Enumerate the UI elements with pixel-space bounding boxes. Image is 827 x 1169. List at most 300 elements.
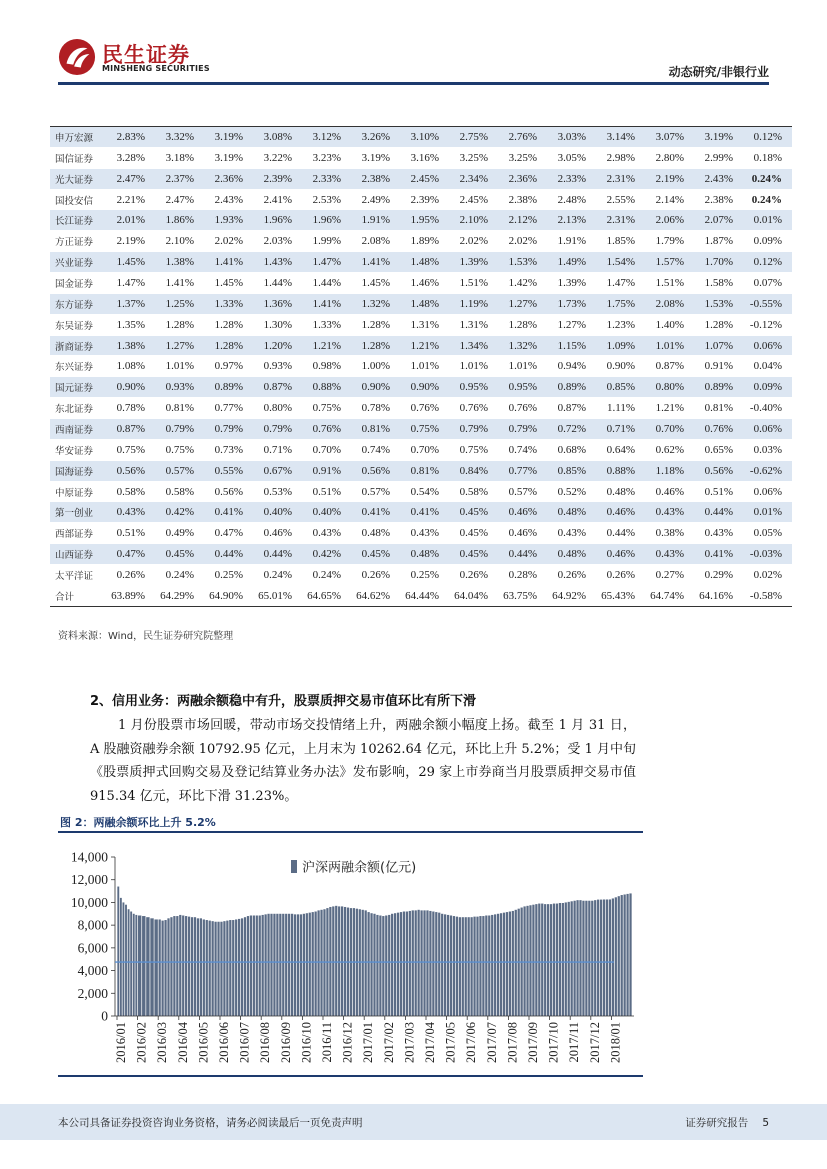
data-bar	[232, 920, 234, 1016]
share-cell: 3.03%	[547, 127, 596, 148]
share-cell: 0.76%	[498, 398, 547, 419]
data-bar	[288, 914, 290, 1016]
data-bar	[167, 918, 169, 1016]
share-cell: 0.44%	[498, 544, 547, 565]
share-cell: 2.36%	[204, 168, 253, 189]
share-cell: 0.95%	[449, 377, 498, 398]
data-bar	[159, 919, 161, 1016]
data-bar	[388, 915, 390, 1016]
share-cell: 0.26%	[351, 565, 400, 586]
share-cell: 0.47%	[106, 544, 155, 565]
share-cell: 2.12%	[498, 210, 547, 231]
share-cell: 1.31%	[449, 314, 498, 335]
footer-report-label: 证券研究报告	[685, 1117, 749, 1129]
share-cell: 1.38%	[155, 252, 204, 273]
data-bar	[503, 913, 505, 1016]
share-cell: 0.43%	[400, 523, 449, 544]
share-cell: 0.48%	[547, 544, 596, 565]
data-bar	[185, 916, 187, 1016]
data-bar	[479, 916, 481, 1016]
change-cell: 0.03%	[743, 439, 792, 460]
table-row	[50, 293, 792, 314]
data-bar	[332, 906, 334, 1016]
data-bar	[317, 910, 319, 1016]
share-cell: 1.45%	[351, 273, 400, 294]
share-cell: 0.85%	[547, 460, 596, 481]
change-cell: -0.12%	[743, 314, 792, 335]
data-bar	[212, 921, 214, 1016]
share-cell: 1.44%	[253, 273, 302, 294]
data-bar	[206, 920, 208, 1016]
x-tick-label: 2017/06	[464, 1022, 479, 1063]
share-cell: 0.46%	[498, 523, 547, 544]
data-bar	[176, 916, 178, 1016]
data-bar	[606, 899, 608, 1016]
change-cell: 0.01%	[743, 210, 792, 231]
share-cell: 0.28%	[498, 565, 547, 586]
share-cell: 0.98%	[302, 356, 351, 377]
share-cell: 1.30%	[253, 314, 302, 335]
data-bar	[291, 914, 293, 1016]
share-cell: 0.56%	[106, 460, 155, 481]
broker-name-cell: 合计	[50, 585, 106, 606]
share-cell: 1.28%	[155, 314, 204, 335]
share-cell: 0.78%	[106, 398, 155, 419]
data-bar	[120, 898, 122, 1016]
data-bar	[538, 904, 540, 1016]
data-bar	[161, 921, 163, 1016]
share-cell: 0.87%	[106, 419, 155, 440]
change-cell: 0.12%	[743, 127, 792, 148]
share-cell: 3.19%	[204, 147, 253, 168]
share-cell: 0.24%	[253, 565, 302, 586]
share-cell: 2.21%	[106, 189, 155, 210]
share-cell: 0.43%	[302, 523, 351, 544]
share-cell: 0.58%	[106, 481, 155, 502]
share-cell: 2.38%	[694, 189, 743, 210]
table-row	[50, 189, 792, 210]
share-cell: 1.93%	[204, 210, 253, 231]
share-cell: 0.43%	[106, 502, 155, 523]
share-cell: 0.51%	[106, 523, 155, 544]
share-cell: 2.47%	[106, 168, 155, 189]
share-cell: 0.81%	[400, 460, 449, 481]
share-cell: 0.25%	[400, 565, 449, 586]
share-cell: 1.79%	[645, 231, 694, 252]
y-tick-label: 10,000	[70, 894, 108, 910]
data-bar	[515, 910, 517, 1016]
share-cell: 0.24%	[155, 565, 204, 586]
share-cell: 1.11%	[596, 398, 645, 419]
data-bar	[367, 912, 369, 1016]
table-row	[50, 523, 792, 544]
share-cell: 1.08%	[106, 356, 155, 377]
table-row	[50, 168, 792, 189]
share-cell: 1.91%	[547, 231, 596, 252]
table-row	[50, 127, 792, 148]
share-cell: 0.89%	[694, 377, 743, 398]
share-cell: 0.26%	[449, 565, 498, 586]
broker-share-table	[50, 126, 792, 607]
share-cell: 2.33%	[547, 168, 596, 189]
data-bar	[273, 914, 275, 1016]
share-cell: 0.75%	[302, 398, 351, 419]
data-bar	[435, 912, 437, 1016]
share-cell: 3.19%	[204, 127, 253, 148]
x-tick-label: 2016/12	[340, 1022, 355, 1063]
share-cell: 0.68%	[547, 439, 596, 460]
share-cell: 0.53%	[253, 481, 302, 502]
data-bar	[182, 915, 184, 1016]
share-cell: 3.07%	[645, 127, 694, 148]
share-cell: 3.19%	[694, 127, 743, 148]
header-divider	[58, 82, 769, 85]
broker-name-cell: 西部证券	[50, 523, 106, 544]
share-cell: 0.75%	[155, 439, 204, 460]
data-bar	[615, 897, 617, 1016]
share-cell: 0.51%	[694, 481, 743, 502]
share-cell: 2.98%	[596, 147, 645, 168]
data-bar	[550, 904, 552, 1016]
share-cell: 2.80%	[645, 147, 694, 168]
share-cell: 64.90%	[204, 585, 253, 606]
section-title: 2、信用业务：两融余额稳中有升，股票质押交易市值环比有所下滑	[90, 694, 477, 709]
share-cell: 0.70%	[302, 439, 351, 460]
share-cell: 2.14%	[645, 189, 694, 210]
share-cell: 0.89%	[547, 377, 596, 398]
share-cell: 0.43%	[645, 544, 694, 565]
share-cell: 2.99%	[694, 147, 743, 168]
share-cell: 1.86%	[155, 210, 204, 231]
data-bar	[191, 917, 193, 1016]
change-cell: 0.09%	[743, 231, 792, 252]
data-bar	[335, 906, 337, 1016]
change-cell: 0.06%	[743, 335, 792, 356]
share-cell: 0.25%	[204, 565, 253, 586]
share-cell: 1.87%	[694, 231, 743, 252]
data-bar	[259, 915, 261, 1016]
broker-name-cell: 国金证券	[50, 273, 106, 294]
footer-disclaimer: 本公司具备证券投资咨询业务资格，请务必阅读最后一页免责声明	[58, 1117, 363, 1129]
share-cell: 1.01%	[155, 356, 204, 377]
data-bar	[573, 901, 575, 1016]
data-bar	[282, 914, 284, 1016]
data-bar	[264, 914, 266, 1016]
data-bar	[512, 911, 514, 1016]
share-cell: 0.62%	[645, 439, 694, 460]
share-cell: 2.48%	[547, 189, 596, 210]
data-bar	[217, 922, 219, 1016]
share-cell: 0.81%	[351, 419, 400, 440]
share-cell: 0.85%	[596, 377, 645, 398]
data-bar	[532, 905, 534, 1016]
data-bar	[529, 905, 531, 1016]
change-cell: -0.58%	[743, 585, 792, 606]
share-cell: 1.47%	[106, 273, 155, 294]
broker-name-cell: 东兴证券	[50, 356, 106, 377]
data-bar	[621, 895, 623, 1016]
margin-balance-chart	[58, 837, 643, 1073]
share-cell: 2.08%	[351, 231, 400, 252]
share-cell: 1.01%	[645, 335, 694, 356]
share-cell: 1.27%	[498, 293, 547, 314]
share-cell: 1.23%	[596, 314, 645, 335]
share-cell: 0.48%	[400, 544, 449, 565]
share-cell: 0.80%	[645, 377, 694, 398]
table-row	[50, 460, 792, 481]
x-tick-label: 2017/09	[526, 1022, 540, 1063]
share-cell: 0.45%	[449, 544, 498, 565]
share-cell: 1.42%	[498, 273, 547, 294]
data-bar	[576, 900, 578, 1016]
share-cell: 0.95%	[498, 377, 547, 398]
share-cell: 0.57%	[498, 481, 547, 502]
data-bar	[300, 914, 302, 1016]
table-row	[50, 147, 792, 168]
share-cell: 2.34%	[449, 168, 498, 189]
page-number: 5	[762, 1117, 769, 1129]
share-cell: 3.23%	[302, 147, 351, 168]
share-cell: 0.26%	[106, 565, 155, 586]
share-cell: 0.90%	[351, 377, 400, 398]
share-cell: 65.43%	[596, 585, 645, 606]
share-cell: 2.45%	[400, 168, 449, 189]
share-cell: 1.58%	[694, 273, 743, 294]
y-tick-label: 4,000	[77, 963, 108, 979]
x-tick-label: 2017/11	[567, 1022, 582, 1063]
share-cell: 1.28%	[694, 314, 743, 335]
share-cell: 0.90%	[106, 377, 155, 398]
x-tick-label: 2017/02	[381, 1022, 396, 1063]
change-cell: -0.62%	[743, 460, 792, 481]
share-cell: 0.54%	[400, 481, 449, 502]
data-bar	[238, 919, 240, 1016]
data-bar	[138, 915, 141, 1016]
data-bar	[544, 904, 546, 1016]
share-cell: 1.46%	[400, 273, 449, 294]
share-cell: 0.93%	[253, 356, 302, 377]
data-bar	[629, 893, 631, 1016]
share-cell: 0.55%	[204, 460, 253, 481]
share-cell: 2.33%	[302, 168, 351, 189]
share-cell: 0.79%	[498, 419, 547, 440]
share-cell: 0.48%	[547, 502, 596, 523]
data-bar	[482, 916, 484, 1016]
share-cell: 1.99%	[302, 231, 351, 252]
x-tick-label: 2017/10	[546, 1022, 561, 1063]
broker-name-cell: 太平洋证	[50, 565, 106, 586]
share-cell: 2.83%	[106, 127, 155, 148]
share-cell: 1.44%	[302, 273, 351, 294]
share-cell: 1.27%	[547, 314, 596, 335]
share-cell: 0.90%	[596, 356, 645, 377]
data-bar	[209, 921, 211, 1016]
share-cell: 1.57%	[645, 252, 694, 273]
share-cell: 2.19%	[645, 168, 694, 189]
share-cell: 0.45%	[351, 544, 400, 565]
data-bar	[338, 906, 340, 1016]
share-cell: 1.47%	[302, 252, 351, 273]
share-cell: 64.44%	[400, 585, 449, 606]
share-cell: 0.42%	[302, 544, 351, 565]
share-cell: 1.28%	[204, 314, 253, 335]
table-row	[50, 419, 792, 440]
share-cell: 1.48%	[400, 252, 449, 273]
table-row	[50, 502, 792, 523]
x-tick-label: 2017/04	[423, 1022, 437, 1063]
data-bar	[415, 910, 417, 1016]
share-cell: 1.43%	[253, 252, 302, 273]
data-bar	[253, 915, 255, 1016]
share-cell: 2.37%	[155, 168, 204, 189]
share-cell: 1.51%	[449, 273, 498, 294]
share-cell: 3.05%	[547, 147, 596, 168]
change-cell: 0.18%	[743, 147, 792, 168]
share-cell: 1.41%	[351, 252, 400, 273]
data-bar	[223, 921, 225, 1016]
share-cell: 1.45%	[106, 252, 155, 273]
data-bar	[420, 910, 422, 1016]
paragraph-text: 1 月份股票市场回暖，带动市场交投情绪上升，两融余额小幅度上扬。截至 1 月 31 日，A 股融资融券余额 10792.95 亿元，上月末为 10262.64 亿元，环比上升 5.2%；受 1 月中旬《股票质押式回购交易及登记结算业务办法》发布影响，29 家上市券商当月股票质押交易市值 915.34 亿元，环比下滑 31.23%。	[90, 718, 636, 804]
share-cell: 0.46%	[253, 523, 302, 544]
data-bar	[379, 915, 381, 1016]
share-cell: 0.72%	[547, 419, 596, 440]
data-bar	[123, 902, 125, 1016]
data-bar	[250, 915, 252, 1016]
table-row	[50, 544, 792, 565]
table-row	[50, 565, 792, 586]
data-bar	[468, 917, 470, 1016]
share-cell: 2.36%	[498, 168, 547, 189]
share-cell: 2.43%	[694, 168, 743, 189]
share-cell: 1.89%	[400, 231, 449, 252]
x-tick-label: 2016/05	[196, 1022, 211, 1063]
share-cell: 1.48%	[400, 293, 449, 314]
data-bar	[459, 917, 461, 1016]
share-cell: 0.41%	[204, 502, 253, 523]
share-cell: 64.74%	[645, 585, 694, 606]
share-cell: 1.39%	[547, 273, 596, 294]
broker-name-cell: 中原证券	[50, 481, 106, 502]
share-cell: 3.18%	[155, 147, 204, 168]
logo-chinese-text: 民生证券	[102, 43, 190, 67]
share-cell: 1.01%	[498, 356, 547, 377]
data-bar	[400, 912, 402, 1016]
share-cell: 1.28%	[204, 335, 253, 356]
data-bar	[412, 910, 414, 1016]
share-cell: 0.94%	[547, 356, 596, 377]
share-cell: 0.43%	[547, 523, 596, 544]
data-bar	[385, 915, 387, 1016]
data-bar	[173, 916, 175, 1016]
share-cell: 0.81%	[155, 398, 204, 419]
share-cell: 0.67%	[253, 460, 302, 481]
share-cell: 1.07%	[694, 335, 743, 356]
data-bar	[426, 910, 428, 1016]
data-bar	[376, 915, 378, 1016]
table-row	[50, 252, 792, 273]
x-tick-label: 2017/07	[484, 1022, 499, 1063]
share-cell: 2.02%	[204, 231, 253, 252]
share-cell: 1.28%	[498, 314, 547, 335]
y-tick-label: 8,000	[77, 917, 108, 933]
data-bar	[312, 912, 314, 1016]
data-bar	[382, 916, 384, 1016]
share-cell: 2.43%	[204, 189, 253, 210]
data-bar	[450, 915, 452, 1016]
x-tick-label: 2016/04	[175, 1022, 190, 1063]
share-cell: 2.13%	[547, 210, 596, 231]
data-bar	[130, 912, 132, 1016]
x-tick-label: 2016/09	[278, 1022, 293, 1063]
share-cell: 0.70%	[400, 439, 449, 460]
share-cell: 2.45%	[449, 189, 498, 210]
data-bar	[476, 917, 478, 1016]
share-cell: 1.85%	[596, 231, 645, 252]
data-bar	[247, 916, 249, 1016]
y-tick-label: 12,000	[70, 872, 108, 888]
logo-mark-icon	[58, 38, 96, 76]
share-cell: 0.44%	[204, 544, 253, 565]
data-bar	[365, 910, 367, 1016]
data-bar	[559, 903, 561, 1016]
share-cell: 0.65%	[694, 439, 743, 460]
share-cell: 1.33%	[204, 293, 253, 314]
share-cell: 0.89%	[204, 377, 253, 398]
share-cell: 0.75%	[106, 439, 155, 460]
share-cell: 0.57%	[155, 460, 204, 481]
share-cell: 0.44%	[694, 502, 743, 523]
share-cell: 3.26%	[351, 127, 400, 148]
broker-name-cell: 国投安信	[50, 189, 106, 210]
share-cell: 1.01%	[449, 356, 498, 377]
share-cell: 0.24%	[302, 565, 351, 586]
share-cell: 0.56%	[694, 460, 743, 481]
share-cell: 3.25%	[449, 147, 498, 168]
table-row	[50, 335, 792, 356]
data-bar	[229, 920, 231, 1016]
data-bar	[506, 912, 508, 1016]
data-bar	[170, 917, 172, 1016]
broker-name-cell: 东北证券	[50, 398, 106, 419]
data-bar	[406, 912, 408, 1016]
data-bar	[117, 887, 119, 1016]
share-cell: 0.41%	[400, 502, 449, 523]
data-bar	[597, 900, 599, 1016]
share-cell: 0.78%	[351, 398, 400, 419]
data-bar	[585, 901, 587, 1016]
data-bar	[594, 900, 596, 1016]
share-cell: 0.76%	[449, 398, 498, 419]
x-tick-label: 2017/03	[402, 1022, 417, 1063]
data-bar	[568, 902, 570, 1016]
share-cell: 1.38%	[106, 335, 155, 356]
data-bar	[370, 913, 372, 1016]
data-bar	[391, 914, 393, 1016]
table-row	[50, 231, 792, 252]
x-tick-label: 2016/10	[299, 1022, 314, 1063]
table-row	[50, 210, 792, 231]
share-cell: 1.34%	[449, 335, 498, 356]
share-cell: 3.19%	[351, 147, 400, 168]
share-cell: 0.76%	[400, 398, 449, 419]
share-cell: 0.71%	[253, 439, 302, 460]
broker-name-cell: 兴业证券	[50, 252, 106, 273]
data-bar	[441, 914, 443, 1016]
data-bar	[438, 913, 440, 1016]
data-bar	[418, 910, 420, 1016]
share-cell: 0.26%	[547, 565, 596, 586]
